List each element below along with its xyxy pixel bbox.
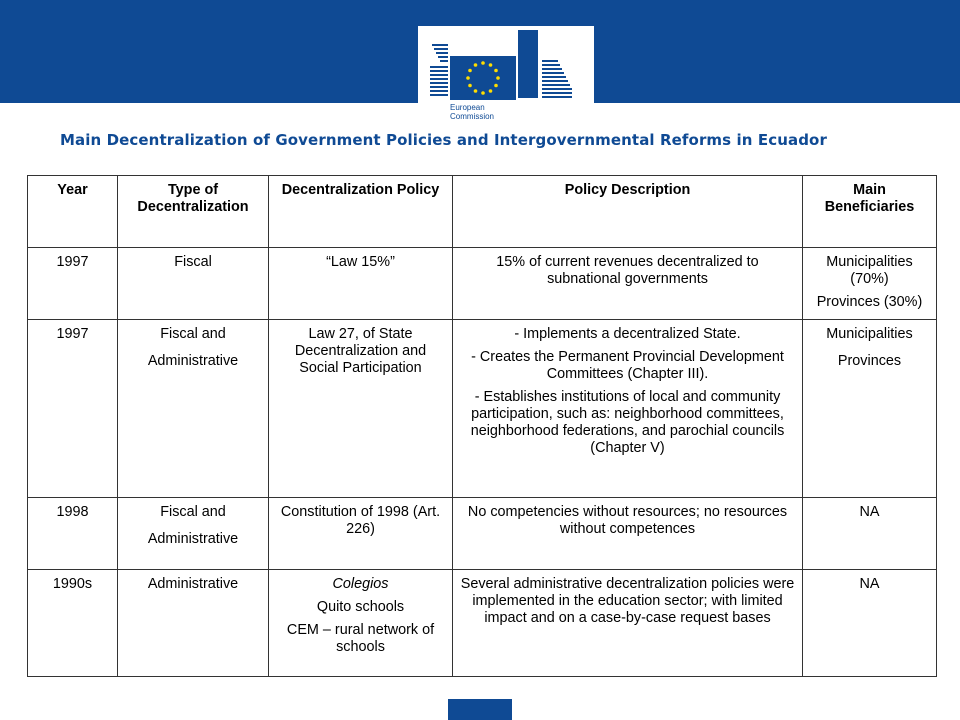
cell-policy: Colegios Quito schools CEM – rural network of schools	[269, 570, 453, 677]
table-row	[28, 570, 937, 677]
cell-beneficiaries: Municipalities (70%) Provinces (30%)	[803, 248, 937, 320]
header-type: Type of Decentralization	[118, 176, 269, 248]
table-row	[28, 498, 937, 570]
cell-year: 1990s	[28, 570, 118, 677]
cell-description: 15% of current revenues decentralized to subnational governments	[453, 248, 803, 320]
cell-beneficiaries: NA	[803, 498, 937, 570]
header-year: Year	[28, 176, 118, 248]
cell-beneficiaries: Municipalities Provinces	[803, 320, 937, 498]
cell-policy: “Law 15%”	[269, 248, 453, 320]
cell-type: Fiscal and Administrative	[118, 498, 269, 570]
cell-description: Several administrative decentralization policies were implemented in the education sector; with limited impact and on a case-by-case request bases	[453, 570, 803, 677]
cell-type: Administrative	[118, 570, 269, 677]
policy-table	[27, 175, 937, 677]
page-title: Main Decentralization of Government Policies and Intergovernmental Reforms in Ecuador	[60, 131, 827, 149]
commission-building-flag-icon	[418, 26, 594, 132]
cell-description: No competencies without resources; no resources without competences	[453, 498, 803, 570]
table-row	[28, 320, 937, 498]
cell-type: Fiscal	[118, 248, 269, 320]
cell-policy: Constitution of 1998 (Art. 226)	[269, 498, 453, 570]
table-row	[28, 248, 937, 320]
logo-wordmark: European Commission	[450, 103, 495, 121]
cell-year: 1998	[28, 498, 118, 570]
footer-flag-tab	[448, 699, 512, 720]
table-header-row	[28, 176, 937, 248]
header-beneficiaries: Main Beneficiaries	[803, 176, 937, 248]
european-commission-logo	[418, 26, 594, 132]
cell-policy: Law 27, of State Decentralization and Social Participation	[269, 320, 453, 498]
cell-year: 1997	[28, 248, 118, 320]
cell-description: - Implements a decentralized State. - Creates the Permanent Provincial Development Committees (Chapter III). - Establishes institutions of local and community participation, such as: neighborhood committees, neighborhood federations, and parochial councils (Chapter V)	[453, 320, 803, 498]
cell-year: 1997	[28, 320, 118, 498]
cell-beneficiaries: NA	[803, 570, 937, 677]
header-policy: Decentralization Policy	[269, 176, 453, 248]
cell-type: Fiscal and Administrative	[118, 320, 269, 498]
header-description: Policy Description	[453, 176, 803, 248]
